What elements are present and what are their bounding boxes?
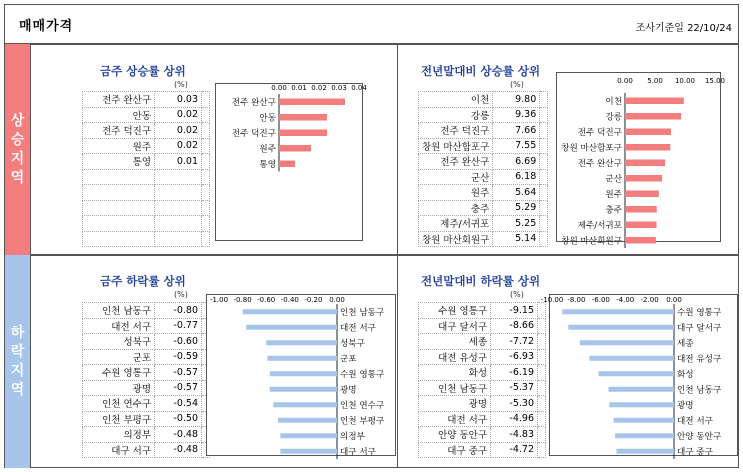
bar — [625, 113, 681, 120]
rate-value-cell: -4.83 — [491, 427, 538, 443]
region-name-cell — [83, 169, 155, 185]
region-name-cell: 통영 — [83, 154, 155, 170]
x-tick-label: 0.03 — [331, 84, 347, 92]
category-label: 통영 — [259, 159, 276, 170]
spacer-cell — [540, 107, 548, 123]
rate-value-cell: -0.57 — [155, 365, 202, 381]
rate-value-cell: 0.02 — [155, 107, 202, 123]
side-char: 지 — [10, 150, 25, 167]
category-label: 안동 — [259, 113, 276, 124]
x-tick-label: 0.01 — [291, 84, 307, 92]
spacer-cell — [540, 92, 548, 108]
category-label: 인천 연수구 — [340, 400, 385, 411]
table-row — [419, 92, 548, 108]
table-row — [419, 185, 548, 201]
region-name-cell: 전주 완산구 — [83, 92, 155, 108]
table-row — [83, 169, 210, 185]
spacer-cell — [538, 349, 546, 365]
bar — [279, 161, 295, 168]
region-name-cell: 전주 덕진구 — [83, 123, 155, 139]
x-tick-label: -0.20 — [304, 296, 323, 304]
category-label: 이천 — [605, 96, 622, 107]
weekly-fall-chart-svg — [207, 295, 397, 457]
table-row — [419, 138, 548, 154]
region-name-cell: 군산 — [419, 169, 493, 185]
region-name-cell: 군포 — [83, 349, 155, 365]
region-name-cell: 창원 마산회원구 — [419, 231, 493, 247]
percent-unit: (%) — [510, 80, 524, 89]
x-tick-label: 10.00 — [674, 77, 696, 85]
rate-value-cell: -0.50 — [155, 411, 202, 427]
table-row — [419, 200, 548, 216]
region-name-cell: 원주 — [83, 138, 155, 154]
page-title: 매매가격 — [19, 19, 74, 34]
region-name-cell: 대구 중구 — [419, 442, 491, 458]
bar — [615, 433, 674, 438]
bar — [278, 418, 337, 423]
spacer-cell — [202, 231, 210, 247]
bar — [279, 130, 327, 137]
rate-value-cell: -0.80 — [155, 303, 202, 319]
bar — [609, 402, 674, 407]
category-label: 인천 남동구 — [677, 385, 722, 396]
bar — [625, 222, 657, 229]
rate-value-cell: -0.54 — [155, 396, 202, 412]
bar — [625, 175, 662, 182]
bar — [246, 325, 337, 330]
table-row — [83, 380, 210, 396]
rate-value-cell: 5.25 — [493, 216, 540, 232]
side-char: 하 — [10, 324, 25, 341]
table-row — [83, 216, 210, 232]
weekly-fall-chart — [206, 294, 396, 456]
table-row — [419, 216, 548, 232]
category-label: 의정부 — [340, 431, 365, 442]
bar — [270, 371, 337, 376]
category-label: 대구 달서구 — [677, 323, 722, 334]
category-label: 전주 완산구 — [231, 97, 276, 108]
spacer-cell — [540, 154, 548, 170]
ytd-fall-table — [418, 302, 546, 458]
bar — [616, 449, 674, 454]
region-name-cell: 수원 영통구 — [83, 365, 155, 381]
x-tick-label: 15.00 — [704, 77, 726, 85]
rate-value-cell: 7.55 — [493, 138, 540, 154]
x-tick-label: 0.04 — [351, 84, 367, 92]
spacer-cell — [538, 334, 546, 350]
ytd-rise-table — [418, 91, 548, 247]
region-name-cell: 제주/서귀포 — [419, 216, 493, 232]
x-tick-label: -0.60 — [257, 296, 276, 304]
rate-value-cell: -6.93 — [491, 349, 538, 365]
region-name-cell: 인천 부평구 — [83, 411, 155, 427]
category-label: 대구 중구 — [677, 447, 713, 458]
category-label: 안양 동안구 — [677, 431, 722, 442]
category-label: 대전 서구 — [677, 416, 713, 427]
region-name-cell: 성북구 — [83, 334, 155, 350]
ytd-fall-chart — [540, 294, 738, 458]
bar — [589, 356, 674, 361]
table-row — [83, 411, 210, 427]
rate-value-cell: -4.72 — [491, 442, 538, 458]
spacer-cell — [538, 427, 546, 443]
category-label: 원주 — [605, 189, 622, 200]
spacer-cell — [540, 200, 548, 216]
rising-region-label — [4, 44, 30, 255]
rate-value-cell: -9.15 — [491, 303, 538, 319]
x-tick-label: -1.00 — [209, 296, 229, 304]
table-row — [419, 231, 548, 247]
weekly-rise-chart — [215, 83, 367, 241]
table-row — [83, 138, 210, 154]
region-name-cell: 세종 — [419, 334, 491, 350]
table-row — [419, 169, 548, 185]
ytd-fall-chart-svg — [540, 295, 739, 458]
panel-title-weekly-rise: 금주 상승률 상위 — [100, 64, 186, 78]
bar — [279, 145, 311, 152]
category-label: 전주 덕진구 — [577, 127, 622, 138]
table-row — [419, 303, 546, 319]
region-name-cell: 대구 서구 — [83, 442, 155, 458]
rate-value-cell: -8.66 — [491, 318, 538, 334]
category-label: 충주 — [605, 205, 622, 216]
bar — [280, 449, 337, 454]
x-tick-label: -0.40 — [280, 296, 299, 304]
x-tick-label: -4.00 — [616, 296, 635, 304]
table-row — [83, 427, 210, 443]
category-label: 인천 부평구 — [340, 416, 385, 427]
category-label: 전주 완산구 — [577, 158, 622, 169]
x-tick-label: 0.00 — [329, 296, 345, 304]
spacer-cell — [540, 123, 548, 139]
rate-value-cell: 7.66 — [493, 123, 540, 139]
section-divider — [397, 44, 398, 468]
category-label: 군포 — [340, 354, 357, 365]
table-row — [419, 318, 546, 334]
spacer-cell — [538, 303, 546, 319]
percent-unit: (%) — [174, 80, 188, 89]
bar — [273, 402, 337, 407]
bar — [279, 99, 345, 106]
x-tick-label: -10.00 — [540, 296, 564, 304]
side-char: 역 — [10, 381, 25, 398]
bar — [270, 387, 337, 392]
category-label: 대전 서구 — [340, 323, 376, 334]
table-row — [83, 318, 210, 334]
region-name-cell: 안양 동안구 — [419, 427, 491, 443]
spacer-cell — [538, 365, 546, 381]
bar — [625, 144, 670, 151]
region-name-cell: 대전 서구 — [419, 411, 491, 427]
rate-value-cell: 0.02 — [155, 138, 202, 154]
table-row — [83, 92, 210, 108]
region-name-cell: 인천 연수구 — [83, 396, 155, 412]
rate-value-cell: -5.30 — [491, 396, 538, 412]
table-row — [419, 411, 546, 427]
region-name-cell — [83, 216, 155, 232]
table-row — [419, 123, 548, 139]
rate-value-cell: -7.72 — [491, 334, 538, 350]
region-name-cell: 강릉 — [419, 107, 493, 123]
region-name-cell: 충주 — [419, 200, 493, 216]
region-name-cell — [83, 185, 155, 201]
spacer-cell — [202, 169, 210, 185]
panel-title-ytd-fall: 전년말대비 하락률 상위 — [421, 274, 541, 288]
rate-value-cell: 0.02 — [155, 123, 202, 139]
table-row — [83, 365, 210, 381]
rate-value-cell — [155, 169, 202, 185]
x-tick-label: -6.00 — [591, 296, 610, 304]
table-row — [83, 442, 210, 458]
table-row — [83, 231, 210, 247]
table-row — [419, 442, 546, 458]
spacer-cell — [202, 123, 210, 139]
rate-value-cell: 5.64 — [493, 185, 540, 201]
x-tick-label: 0.00 — [271, 84, 287, 92]
region-name-cell: 수원 영통구 — [419, 303, 491, 319]
x-tick-label: -2.00 — [640, 296, 659, 304]
region-name-cell: 대전 유성구 — [419, 349, 491, 365]
bar — [266, 340, 337, 345]
spacer-cell — [202, 92, 210, 108]
bar — [625, 98, 684, 105]
table-row — [83, 396, 210, 412]
bar — [580, 340, 674, 345]
category-label: 화성 — [677, 369, 694, 380]
x-tick-label: 5.00 — [647, 77, 663, 85]
bar — [280, 433, 337, 438]
region-name-cell: 전주 덕진구 — [419, 123, 493, 139]
x-tick-label: 0.02 — [311, 84, 327, 92]
category-label: 광명 — [340, 385, 357, 396]
table-row — [419, 334, 546, 350]
rate-value-cell — [155, 231, 202, 247]
table-row — [419, 107, 548, 123]
spacer-cell — [202, 154, 210, 170]
rate-value-cell: 6.69 — [493, 154, 540, 170]
panel-title-ytd-rise: 전년말대비 상승률 상위 — [421, 64, 541, 78]
falling-region-label — [4, 255, 30, 468]
category-label: 수원 영통구 — [677, 307, 722, 318]
bar — [243, 309, 337, 314]
table-row — [83, 107, 210, 123]
category-label: 대전 유성구 — [677, 354, 722, 365]
rate-value-cell: -4.96 — [491, 411, 538, 427]
region-name-cell: 광명 — [419, 396, 491, 412]
spacer-cell — [540, 231, 548, 247]
table-row — [83, 303, 210, 319]
region-name-cell: 화성 — [419, 365, 491, 381]
region-name-cell — [83, 200, 155, 216]
category-label: 창원 마산회원구 — [561, 236, 622, 247]
bar — [562, 309, 674, 314]
rate-value-cell: 5.14 — [493, 231, 540, 247]
rate-value-cell: 9.36 — [493, 107, 540, 123]
rate-value-cell — [155, 200, 202, 216]
region-name-cell — [83, 231, 155, 247]
rate-value-cell: -0.48 — [155, 427, 202, 443]
table-row — [83, 334, 210, 350]
bar — [625, 237, 656, 244]
table-row — [419, 380, 546, 396]
region-name-cell: 인천 남동구 — [83, 303, 155, 319]
category-label: 군산 — [605, 174, 622, 185]
rate-value-cell: 0.03 — [155, 92, 202, 108]
category-label: 전주 덕진구 — [231, 128, 276, 139]
region-name-cell: 안동 — [83, 107, 155, 123]
category-label: 대구 서구 — [340, 447, 376, 458]
rate-value-cell: 9.80 — [493, 92, 540, 108]
side-char: 지 — [10, 362, 25, 379]
bar — [613, 418, 674, 423]
rate-value-cell: -0.59 — [155, 349, 202, 365]
bar — [608, 387, 674, 392]
region-name-cell: 창원 마산합포구 — [419, 138, 493, 154]
ytd-rise-chart-svg — [557, 73, 726, 247]
table-row — [419, 396, 546, 412]
region-name-cell: 광명 — [83, 380, 155, 396]
table-row — [83, 123, 210, 139]
region-name-cell: 대전 서구 — [83, 318, 155, 334]
spacer-cell — [538, 442, 546, 458]
x-tick-label: 0.00 — [666, 296, 682, 304]
table-row — [419, 154, 548, 170]
side-char: 승 — [10, 131, 25, 148]
region-name-cell: 이천 — [419, 92, 493, 108]
weekly-rise-chart-svg — [216, 84, 367, 242]
percent-unit: (%) — [174, 290, 188, 299]
spacer-cell — [540, 185, 548, 201]
spacer-cell — [202, 138, 210, 154]
bar — [625, 129, 671, 136]
rate-value-cell: -0.77 — [155, 318, 202, 334]
table-row — [419, 427, 546, 443]
rate-value-cell: -0.57 — [155, 380, 202, 396]
category-label: 인천 남동구 — [340, 307, 385, 318]
bar — [568, 325, 674, 330]
bar — [625, 191, 659, 198]
spacer-cell — [538, 396, 546, 412]
region-name-cell: 전주 완산구 — [419, 154, 493, 170]
spacer-cell — [538, 380, 546, 396]
region-name-cell: 원주 — [419, 185, 493, 201]
rate-value-cell: 5.29 — [493, 200, 540, 216]
table-row — [83, 185, 210, 201]
region-name-cell: 대구 달서구 — [419, 318, 491, 334]
rate-value-cell: 0.01 — [155, 154, 202, 170]
spacer-cell — [540, 216, 548, 232]
table-row — [419, 349, 546, 365]
table-row — [83, 154, 210, 170]
table-row — [83, 200, 210, 216]
report-header — [4, 4, 739, 44]
spacer-cell — [202, 107, 210, 123]
bar — [625, 206, 657, 213]
region-name-cell: 의정부 — [83, 427, 155, 443]
rate-value-cell: -0.48 — [155, 442, 202, 458]
table-row — [83, 349, 210, 365]
x-tick-label: -8.00 — [567, 296, 586, 304]
rate-value-cell — [155, 216, 202, 232]
panel-title-weekly-fall: 금주 하락률 상위 — [100, 274, 186, 288]
spacer-cell — [540, 138, 548, 154]
spacer-cell — [202, 200, 210, 216]
rate-value-cell: -0.60 — [155, 334, 202, 350]
category-label: 제주/서귀포 — [577, 220, 622, 231]
category-label: 광명 — [677, 400, 694, 411]
spacer-cell — [538, 318, 546, 334]
category-label: 강릉 — [605, 112, 622, 123]
category-label: 성북구 — [340, 338, 365, 349]
bar — [598, 371, 674, 376]
weekly-fall-table — [82, 302, 210, 458]
survey-date: 조사기준일 22/10/24 — [635, 23, 732, 34]
bar — [267, 356, 337, 361]
x-tick-label: 0.00 — [617, 77, 633, 85]
bar — [625, 160, 665, 167]
side-char: 역 — [10, 169, 25, 186]
rate-value-cell: -6.19 — [491, 365, 538, 381]
percent-unit: (%) — [510, 290, 524, 299]
spacer-cell — [538, 411, 546, 427]
bar — [279, 114, 327, 121]
region-name-cell: 인천 남동구 — [419, 380, 491, 396]
spacer-cell — [202, 216, 210, 232]
spacer-cell — [540, 169, 548, 185]
rate-value-cell — [155, 185, 202, 201]
category-label: 수원 영통구 — [340, 369, 385, 380]
side-char: 락 — [10, 343, 25, 360]
spacer-cell — [202, 185, 210, 201]
category-label: 세종 — [677, 338, 694, 349]
rate-value-cell: 6.18 — [493, 169, 540, 185]
ytd-rise-chart — [556, 72, 726, 247]
side-char: 상 — [10, 112, 25, 129]
category-label: 창원 마산합포구 — [561, 143, 622, 154]
weekly-rise-table — [82, 91, 210, 247]
table-row — [419, 365, 546, 381]
x-tick-label: -0.80 — [233, 296, 252, 304]
rate-value-cell: -5.37 — [491, 380, 538, 396]
category-label: 원주 — [259, 144, 276, 155]
